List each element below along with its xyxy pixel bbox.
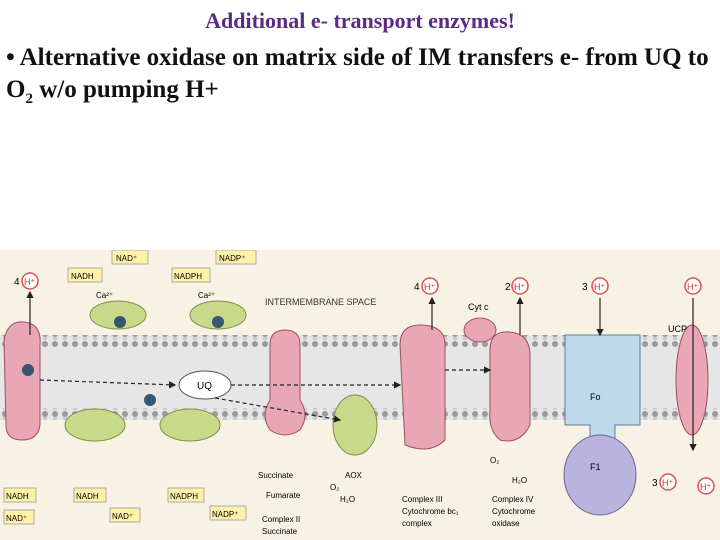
slide-bullet: [6, 42, 716, 115]
proton-count-bottom: 3: [652, 478, 658, 489]
nadp-box-bottom: [210, 506, 246, 520]
nadph-label: NADPH: [174, 272, 203, 281]
nadh-label: NADH: [71, 272, 94, 281]
nadh-box-top: [68, 268, 102, 282]
nadh-label: NADH: [76, 492, 99, 501]
calcium-right: Ca²⁺: [198, 291, 216, 300]
proton-label: H⁺: [424, 282, 436, 292]
proton-bottom-ucp: [698, 478, 714, 494]
uncoupling-protein: [676, 325, 708, 435]
nadph-label: NADPH: [170, 492, 199, 501]
fo-label: Fo: [590, 392, 601, 402]
complex-ii-caption-2: Succinate: [262, 527, 298, 536]
complex-ii: [265, 330, 305, 435]
alternative-oxidase: [333, 395, 377, 455]
complex-iv-caption-3: oxidase: [492, 519, 520, 528]
proton-count-c4: 2: [505, 282, 511, 293]
nadp-label: NADP⁺: [219, 254, 246, 263]
complex-i: [4, 322, 40, 440]
proton-count-left: 4: [14, 277, 20, 288]
cytochrome-c: [464, 318, 496, 342]
nadh-label: NADH: [6, 492, 29, 501]
proton-count-c3: 4: [414, 282, 420, 293]
bullet-subscript: 2: [25, 91, 33, 107]
fumarate-label: Fumarate: [266, 491, 301, 500]
complex-iii-caption-2: Cytochrome bc₁: [402, 507, 459, 516]
nadp-label: NADP⁺: [212, 510, 239, 519]
nad-label: NAD⁺: [6, 514, 28, 523]
nad-box-bottom-2: [110, 508, 140, 522]
intermembrane-space-label: INTERMEMBRANE SPACE: [265, 297, 377, 307]
proton-label: H⁺: [24, 277, 36, 287]
proton-label: H⁺: [594, 282, 606, 292]
aox-label: AOX: [345, 471, 362, 480]
electron-transport-figure: [0, 250, 720, 540]
nad-box-top: [112, 250, 148, 264]
nad-label: NAD⁺: [112, 512, 134, 521]
internal-nadph-dehydrogenase: [160, 409, 220, 441]
cyt-c-label: Cyt c: [468, 302, 489, 312]
atp-synthase-f1: [564, 435, 636, 515]
complex-ii-caption: Complex II: [262, 515, 301, 524]
nadph-box-top: [172, 268, 210, 282]
ucp-label: UCP: [668, 324, 688, 334]
proton-label: H⁺: [662, 478, 674, 488]
slide-title: Additional e- transport enzymes!: [205, 8, 515, 33]
proton-label: H⁺: [700, 482, 712, 492]
bullet-text: • Alternative oxidase on matrix side of IM transfers e- from UQ to O: [6, 44, 709, 103]
complex-iii: [400, 325, 445, 449]
oxygen-aox: O₂: [330, 483, 340, 492]
nadh-box-bottom-2: [74, 488, 106, 502]
bullet-text-end: w/o pumping H+: [32, 76, 219, 103]
electron-dot: [144, 394, 156, 406]
oxygen-c4: O₂: [490, 456, 500, 465]
ubiquinone-label: UQ: [197, 381, 212, 392]
complex-iv: [490, 332, 530, 441]
complex-iv-caption: Complex IV: [492, 495, 534, 504]
complex-iv-caption-2: Cytochrome: [492, 507, 536, 516]
proton-label: H⁺: [687, 282, 699, 292]
internal-nadh-dehydrogenase: [65, 409, 125, 441]
nadh-box-bottom-1: [4, 488, 36, 502]
proton-ucp-top: [685, 278, 701, 294]
proton-label: H⁺: [514, 282, 526, 292]
atp-synthase-fo: [565, 335, 640, 440]
water-aox: H₂O: [340, 495, 356, 504]
complex-iii-caption: Complex III: [402, 495, 443, 504]
succinate-label: Succinate: [258, 471, 294, 480]
calcium-left: Ca²⁺: [96, 291, 114, 300]
complex-iii-caption-3: complex: [402, 519, 432, 528]
electron-dot: [212, 316, 224, 328]
nad-label: NAD⁺: [116, 254, 138, 263]
nadph-box-bottom: [168, 488, 204, 502]
electron-dot: [22, 364, 34, 376]
water-c4: H₂O: [512, 476, 528, 485]
nadp-box-top: [216, 250, 256, 264]
f1-label: F1: [590, 462, 601, 472]
electron-dot: [114, 316, 126, 328]
nad-box-bottom-1: [4, 510, 34, 524]
proton-count-atp: 3: [582, 282, 588, 293]
